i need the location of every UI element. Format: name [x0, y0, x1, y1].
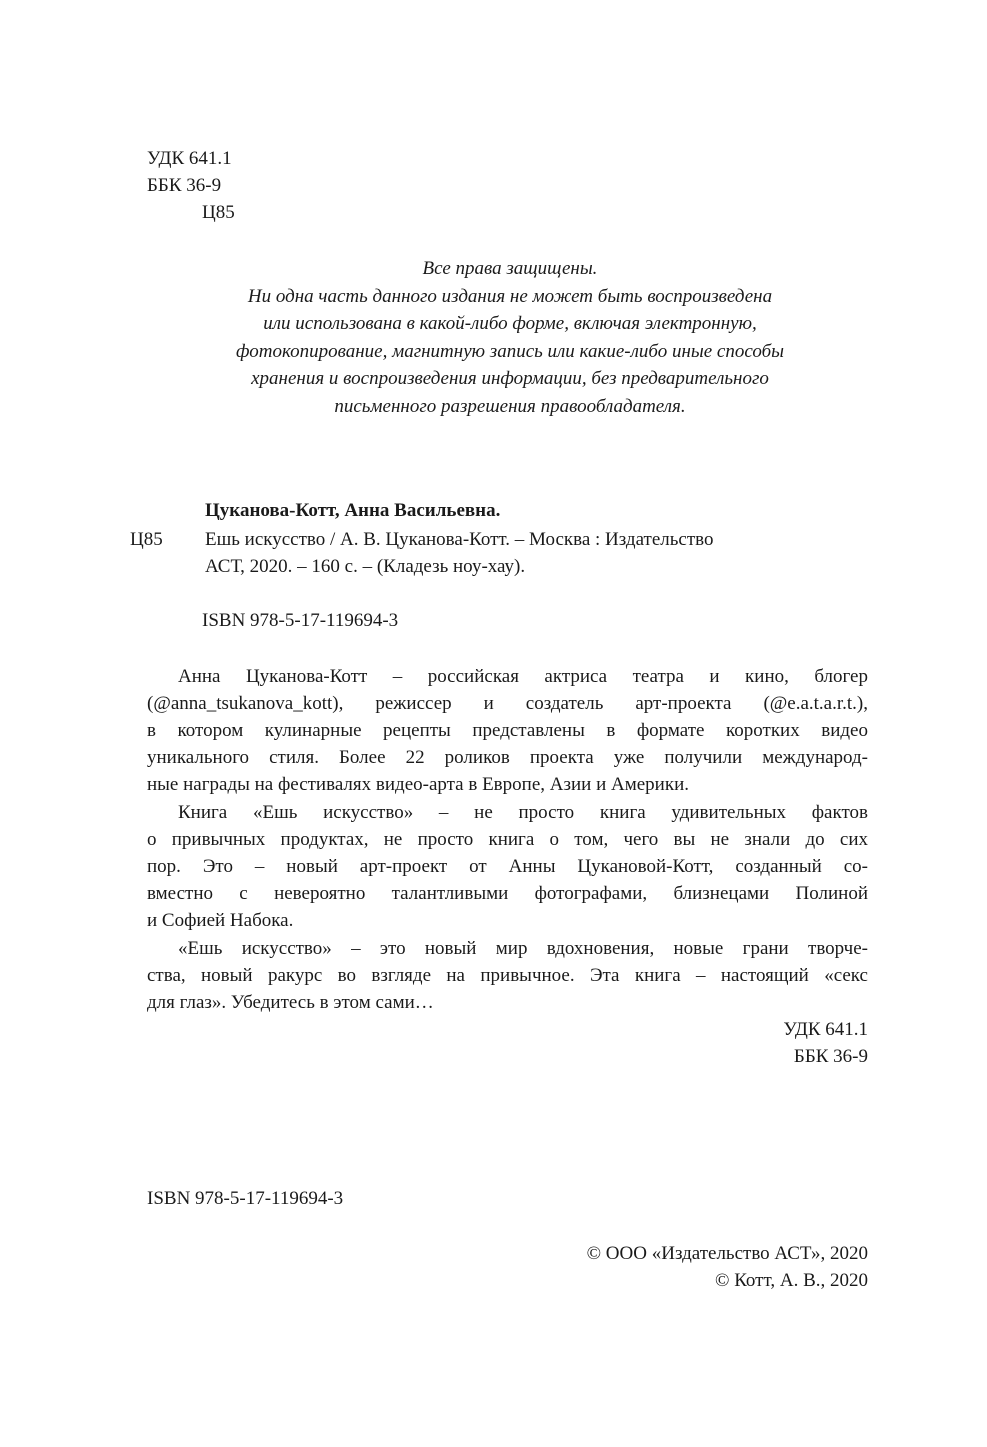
catalog-author: Цуканова-Котт, Анна Васильевна.: [205, 500, 501, 521]
catalog-mark: Ц85: [130, 529, 163, 550]
bbk-code: ББК 36-9: [147, 175, 222, 196]
rights-line: Ни одна часть данного издания не может быть воспроизведена: [247, 285, 773, 307]
catalog-title-line: Ешь искусство / А. В. Цуканова-Котт. – Москва : Издательство: [205, 529, 714, 550]
bbk-code-bottom: ББК 36-9: [793, 1046, 868, 1067]
annotation-line: для глаз». Убедитесь в этом сами…: [147, 992, 434, 1013]
annotation-line: уникального стиля. Более 22 роликов проекта уже получили международ-: [147, 747, 868, 768]
isbn-bottom: ISBN 978-5-17-119694-3: [147, 1188, 344, 1209]
rights-line: фотокопирование, магнитную запись или какие-либо иные способы: [235, 340, 784, 362]
copyright-publisher: © ООО «Издательство АСТ», 2020: [586, 1243, 868, 1264]
rights-line: Все права защищены.: [422, 258, 598, 279]
catalog-isbn: ISBN 978-5-17-119694-3: [202, 610, 399, 631]
rights-line: хранения и воспроизведения информации, без предварительного: [251, 368, 769, 389]
rights-notice: [120, 255, 900, 420]
rights-line: письменного разрешения правообладателя.: [334, 395, 686, 417]
annotation-line: «Ешь искусство» – это новый мир вдохновения, новые грани творче-: [178, 938, 868, 959]
annotation-line: Книга «Ешь искусство» – не просто книга удивительных фактов: [178, 802, 868, 823]
udk-code: УДК 641.1: [147, 148, 232, 169]
rights-line: или использована в какой-либо форме, включая электронную,: [263, 313, 757, 334]
annotation-line: ства, новый ракурс во взгляде на привычное. Эта книга – настоящий «секс: [147, 965, 868, 986]
udk-code-bottom: УДК 641.1: [783, 1019, 868, 1040]
annotation-line: пор. Это – новый арт-проект от Анны Цукановой-Котт, созданный со-: [147, 856, 868, 877]
author-mark: Ц85: [202, 202, 235, 223]
catalog-title-line: АСТ, 2020. – 160 с. – (Кладезь ноу-хау).: [205, 556, 526, 577]
copyright-author: © Котт, А. В., 2020: [715, 1270, 868, 1291]
annotation-line: ные награды на фестивалях видео-арта в Европе, Азии и Америки.: [147, 774, 689, 795]
annotation-line: вместно с невероятно талантливыми фотографами, близнецами Полиной: [147, 883, 868, 904]
annotation-line: Анна Цуканова-Котт – российская актриса театра и кино, блогер: [178, 666, 868, 687]
annotation-line: в котором кулинарные рецепты представлены в формате коротких видео: [147, 720, 868, 741]
annotation-line: о привычных продуктах, не просто книга о том, чего вы не знали до сих: [147, 829, 868, 850]
annotation-line: (@anna_tsukanova_kott), режиссер и создатель арт-проекта (@e.a.t.a.r.t.),: [147, 693, 868, 714]
annotation-line: и Софией Набока.: [147, 910, 294, 931]
